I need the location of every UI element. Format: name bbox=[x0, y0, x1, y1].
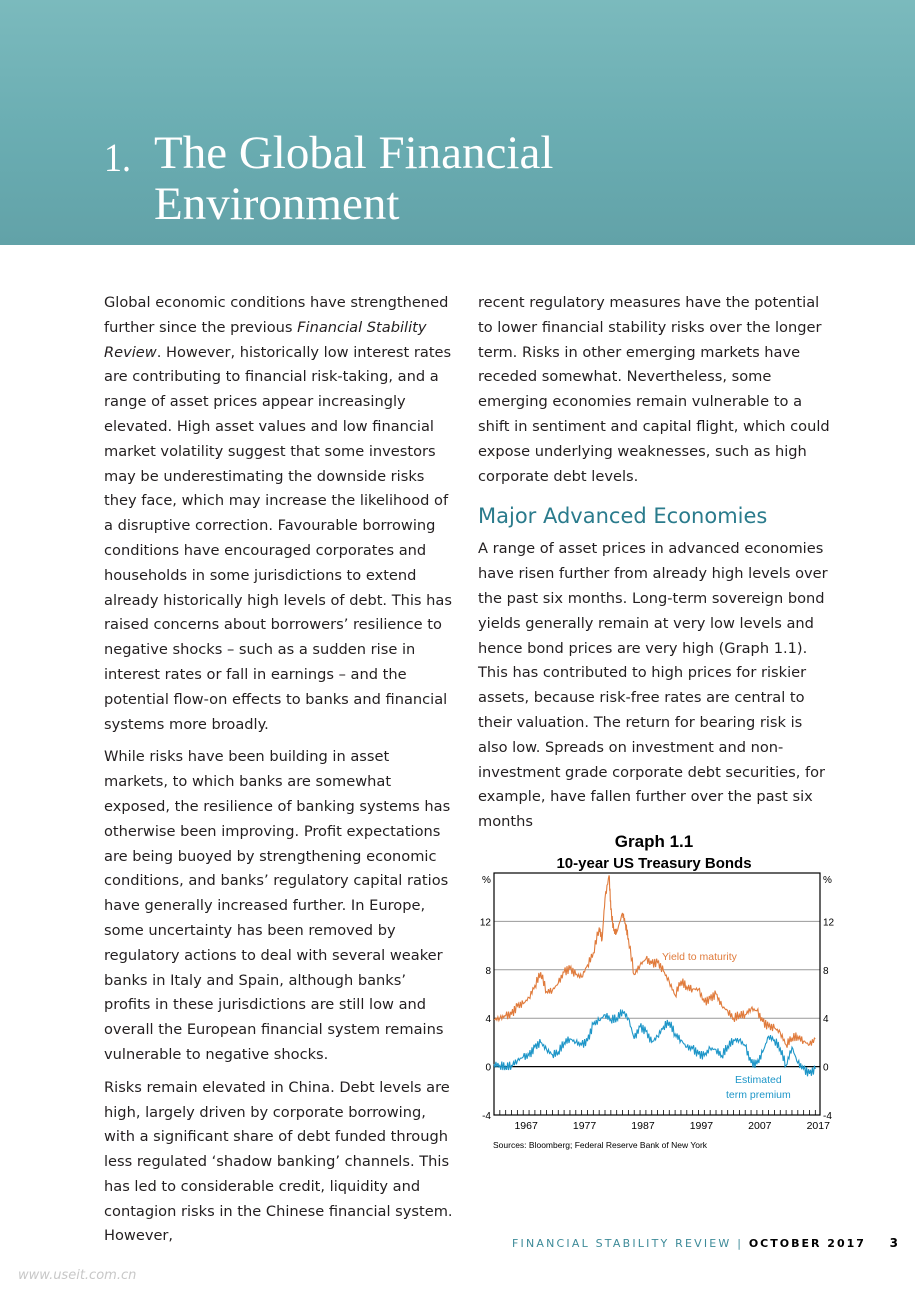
page-number: 3 bbox=[889, 1236, 901, 1250]
paragraph-text: Global economic conditions have strengthened further since the previous bbox=[104, 294, 449, 336]
paragraph-4: recent regulatory measures have the potential to lower financial stability risks over the longer term. Risks in other emerging markets have receded somewhat. Nevertheless, some emerging economies remain vulnerable to a shift in sentiment and capital flight, which could expose underlying weaknesses, such as high corporate debt levels. bbox=[478, 294, 830, 485]
annotation-yield: Yield to maturity bbox=[662, 951, 737, 963]
y-tick-left: 12 bbox=[479, 917, 491, 929]
paragraph-5: A range of asset prices in advanced economies have risen further from already high levels over the past six months. Long-term sovereign bond yields generally remain at very low levels and hence bond prices are very high (Graph 1.1). This has contributed to high prices for riskier assets, because risk-free rates are central to their valuation. The return for bearing risk is also low. Spreads on investment and non-investment grade corporate debt securities, for example, have fallen further over the past six months bbox=[478, 540, 828, 831]
chapter-number: 1. bbox=[104, 135, 131, 180]
x-tick-label: 2007 bbox=[748, 1120, 772, 1132]
y-tick-right: 4 bbox=[823, 1014, 829, 1026]
y-tick-right: -4 bbox=[823, 1111, 832, 1122]
y-tick-left: 4 bbox=[485, 1014, 491, 1026]
y-unit-right: % bbox=[823, 875, 832, 886]
page-footer bbox=[512, 1236, 900, 1250]
chart-source: Sources: Bloomberg; Federal Reserve Bank of New York bbox=[493, 1140, 708, 1150]
y-tick-left: 0 bbox=[485, 1062, 491, 1074]
y-tick-right: 12 bbox=[823, 917, 835, 929]
y-tick-left: 8 bbox=[485, 965, 491, 977]
watermark: www.useit.com.cn bbox=[18, 1268, 137, 1283]
x-tick-label: 1967 bbox=[514, 1120, 538, 1132]
x-tick-label: 1987 bbox=[631, 1120, 655, 1132]
publication-title-italic: Financial Stability Review bbox=[104, 318, 427, 361]
chapter-title-line1: The Global Financial bbox=[154, 127, 554, 179]
chart-title: Graph 1.1 bbox=[614, 832, 694, 851]
section-heading: Major Advanced Economies bbox=[478, 504, 768, 529]
right-column bbox=[478, 291, 830, 843]
y-tick-right: 0 bbox=[823, 1062, 829, 1074]
footer-issue: OCTOBER 2017 bbox=[748, 1237, 866, 1250]
series-line-yield-to-maturity bbox=[494, 875, 815, 1047]
annotation-term-premium: Estimated bbox=[735, 1074, 782, 1086]
y-unit-left: % bbox=[482, 875, 491, 886]
footer-publication: FINANCIAL STABILITY REVIEW bbox=[512, 1237, 732, 1250]
paragraph-text: . However, historically low interest rates are contributing to financial risk-taking, and a range of asset prices appear increasingly elevated. High asset values and low financial market volatility suggest that some investors may be underestimating the downside risks they face, which may increase the likelihood of a disruptive correction. Favourable borrowing conditions have encouraged corporates and households in some jurisdictions to extend already historically high levels of debt. This has raised concerns about borrowers’ resilience to negative shocks – such as a sudden rise in interest rates or fall in earnings – and the potential flow-on effects to banks and financial systems more broadly. bbox=[104, 343, 452, 733]
y-tick-right: 8 bbox=[823, 965, 829, 977]
paragraph-1 bbox=[104, 291, 456, 737]
chapter-banner bbox=[0, 0, 915, 245]
x-tick-label: 1977 bbox=[572, 1120, 597, 1132]
chart-subtitle: 10-year US Treasury Bonds bbox=[556, 855, 752, 872]
y-tick-left: -4 bbox=[482, 1111, 491, 1122]
x-tick-label: 1997 bbox=[689, 1120, 714, 1132]
x-tick-label: 2017 bbox=[806, 1120, 830, 1132]
paragraph-3: Risks remain elevated in China. Debt levels are high, largely driven by corporate borrowing, with a significant share of debt funded through less regulated ‘shadow banking’ channels. This has led to considerable credit, liquidity and contagion risks in the Chinese financial system. However, bbox=[104, 1078, 453, 1245]
chapter-title-line2: Environment bbox=[154, 178, 400, 230]
chapter-title bbox=[154, 128, 553, 230]
left-column bbox=[104, 291, 456, 1257]
footer-separator: | bbox=[737, 1237, 744, 1250]
annotation-term-premium: term premium bbox=[726, 1089, 791, 1101]
line-chart bbox=[470, 868, 845, 1140]
paragraph-2: While risks have been building in asset markets, to which banks are somewhat exposed, the resilience of banking systems has otherwise been improving. Profit expectations are being buoyed by strengthening economic conditions, and banks’ regulatory capital ratios have generally increased further. In Europe, some uncertainty has been removed by regulatory actions to deal with several weaker banks in Italy and Spain, although banks’ profits in these jurisdictions are still low and overall the European financial system remains vulnerable to negative shocks. bbox=[104, 748, 451, 1063]
